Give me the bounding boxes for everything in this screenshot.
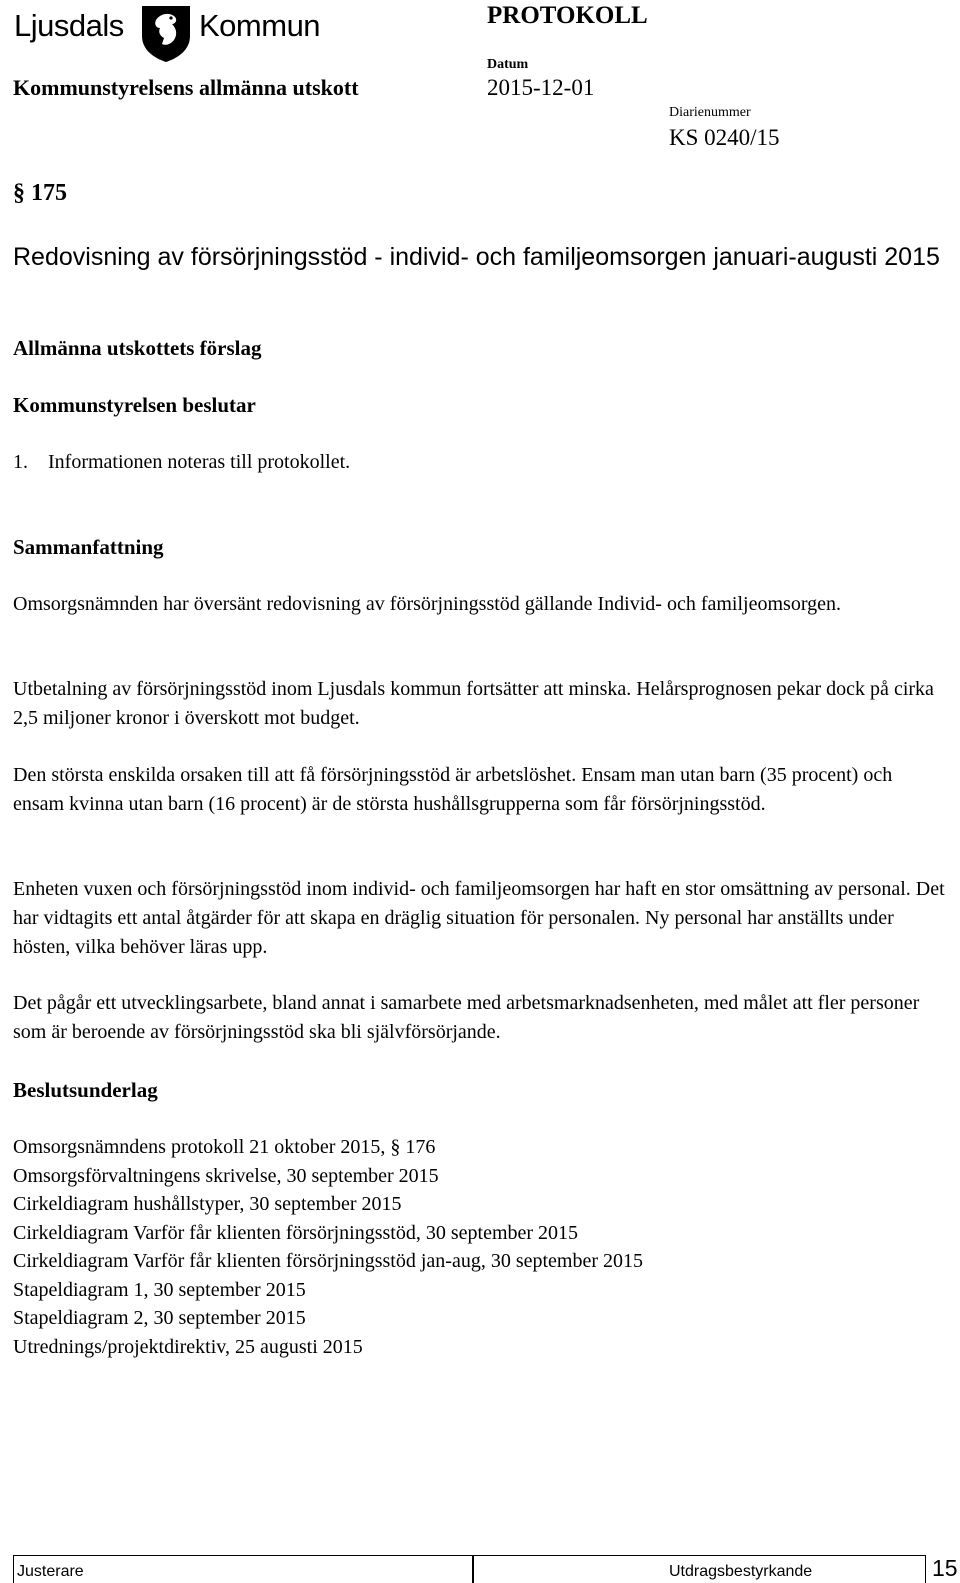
summary-paragraph: Enheten vuxen och försörjningsstöd inom individ- och familjeomsorgen har haft en stor omsättning av personal. Det har vidtagits ett antal åtgärder för att skapa en dräglig situation för personalen. Ny personal har anställts under hösten, vilka behöver läras upp. [13, 878, 945, 958]
logo-text-right: Kommun [199, 8, 321, 43]
list-item: Omsorgsnämndens protokoll 21 oktober 2015, § 176 [13, 1136, 436, 1158]
page-number: 15 [932, 1555, 958, 1581]
list-item: Cirkeldiagram Varför får klienten försörjningsstöd, 30 september 2015 [13, 1221, 579, 1244]
paragraph-number: § 175 [13, 180, 67, 206]
registry-number-label: Diarienummer [669, 105, 751, 120]
proposal-heading: Allmänna utskottets förslag [13, 336, 262, 360]
summary-paragraph: Omsorgsnämnden har översänt redovisning av försörjningsstöd gällande Individ- och familjeomsorgen. [13, 593, 841, 615]
municipality-logo [14, 2, 332, 66]
document-type: PROTOKOLL [487, 2, 648, 29]
decision-subheading: Kommunstyrelsen beslutar [13, 393, 256, 417]
logo-text-left: Ljusdals [14, 8, 124, 43]
summary-paragraph: Det pågår ett utvecklingsarbete, bland annat i samarbete med arbetsmarknadsenheten, med målet att fler personer som är beroende av försörjningsstöd ska bli självförsörjande. [13, 992, 920, 1043]
committee-name: Kommunstyrelsens allmänna utskott [13, 75, 359, 100]
basis-list [13, 1133, 643, 1361]
date-label: Datum [487, 57, 529, 72]
list-item: Cirkeldiagram Varför får klienten försörjningsstöd jan-aug, 30 september 2015 [13, 1250, 644, 1272]
decision-item: 1. Informationen noteras till protokollet. [13, 451, 351, 473]
list-item: Omsorgsförvaltningens skrivelse, 30 september 2015 [13, 1164, 439, 1187]
summary-paragraph: Utbetalning av försörjningsstöd inom Ljusdals kommun fortsätter att minska. Helårsprognosen pekar dock på cirka 2,5 miljoner kronor i överskott mot budget. [13, 678, 934, 729]
summary-heading: Sammanfattning [13, 535, 164, 559]
utdrag-label: Utdragsbestyrkande [669, 1563, 813, 1580]
list-item: Stapeldiagram 1, 30 september 2015 [13, 1278, 306, 1301]
list-item: Stapeldiagram 2, 30 september 2015 [13, 1307, 306, 1329]
date-value: 2015-12-01 [487, 75, 595, 100]
registry-number-value: KS 0240/15 [669, 125, 780, 150]
basis-heading: Beslutsunderlag [13, 1078, 158, 1102]
list-item: Cirkeldiagram hushållstyper, 30 september 2015 [13, 1193, 402, 1215]
coat-of-arms-icon [138, 2, 194, 64]
summary-paragraph: Den största enskilda orsaken till att få försörjningsstöd är arbetslöshet. Ensam man utan barn (35 procent) och ensam kvinna utan barn (16 procent) är de största hushållsgrupperna som får försörjningsstöd. [13, 764, 893, 815]
justerare-label: Justerare [17, 1563, 84, 1580]
list-item: Utrednings/projektdirektiv, 25 augusti 2015 [13, 1335, 363, 1358]
page-title: Redovisning av försörjningsstöd - individ- och familjeomsorgen januari-augusti 2015 [13, 243, 940, 271]
